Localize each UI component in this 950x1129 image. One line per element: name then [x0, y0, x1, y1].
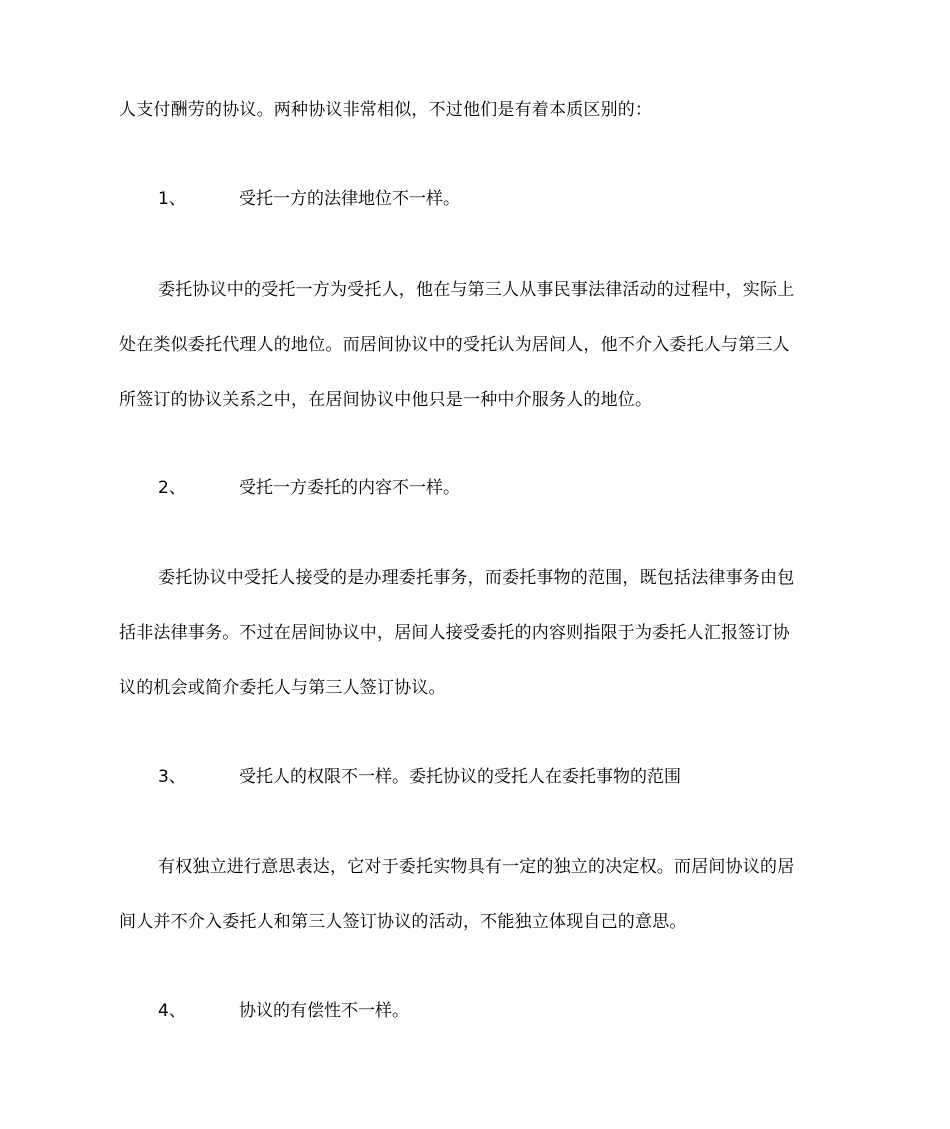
section-4-number: 4、 — [158, 1001, 186, 1021]
section-1-paragraph-line-3: 所签订的协议关系之中，在居间协议中他只是一种中介服务人的地位。 — [119, 390, 653, 410]
section-2-heading: 受托一方委托的内容不一样。 — [239, 478, 460, 498]
section-4-heading: 协议的有偿性不一样。 — [239, 1001, 409, 1021]
section-3-heading: 受托人的权限不一样。委托协议的受托人在委托事物的范围 — [239, 767, 681, 787]
section-1-paragraph-line-1: 委托协议中的受托一方为受托人，他在与第三人从事民事法律活动的过程中，实际上 — [158, 280, 795, 300]
section-1-number: 1、 — [158, 189, 186, 209]
intro-line: 人支付酬劳的协议。两种协议非常相似，不过他们是有着本质区别的： — [119, 100, 653, 120]
section-2-paragraph-line-2: 括非法律事务。不过在居间协议中，居间人接受委托的内容则指限于为委托人汇报签订协 — [119, 623, 790, 643]
section-3-number: 3、 — [158, 767, 186, 787]
section-2-paragraph-line-1: 委托协议中受托人接受的是办理委托事务，而委托事物的范围，既包括法律事务由包 — [158, 568, 795, 588]
section-2-paragraph-line-3: 议的机会或简介委托人与第三人签订协议。 — [119, 678, 446, 698]
section-2-number: 2、 — [158, 478, 186, 498]
section-3-paragraph-line-1: 有权独立进行意思表达，它对于委托实物具有一定的独立的决定权。而居间协议的居 — [158, 857, 795, 877]
section-1-paragraph-line-2: 处在类似委托代理人的地位。而居间协议中的受托认为居间人，他不介入委托人与第三人 — [119, 335, 790, 355]
section-1-heading: 受托一方的法律地位不一样。 — [239, 189, 460, 209]
section-3-paragraph-line-2: 间人并不介入委托人和第三人签订协议的活动，不能独立体现自己的意思。 — [119, 912, 687, 932]
